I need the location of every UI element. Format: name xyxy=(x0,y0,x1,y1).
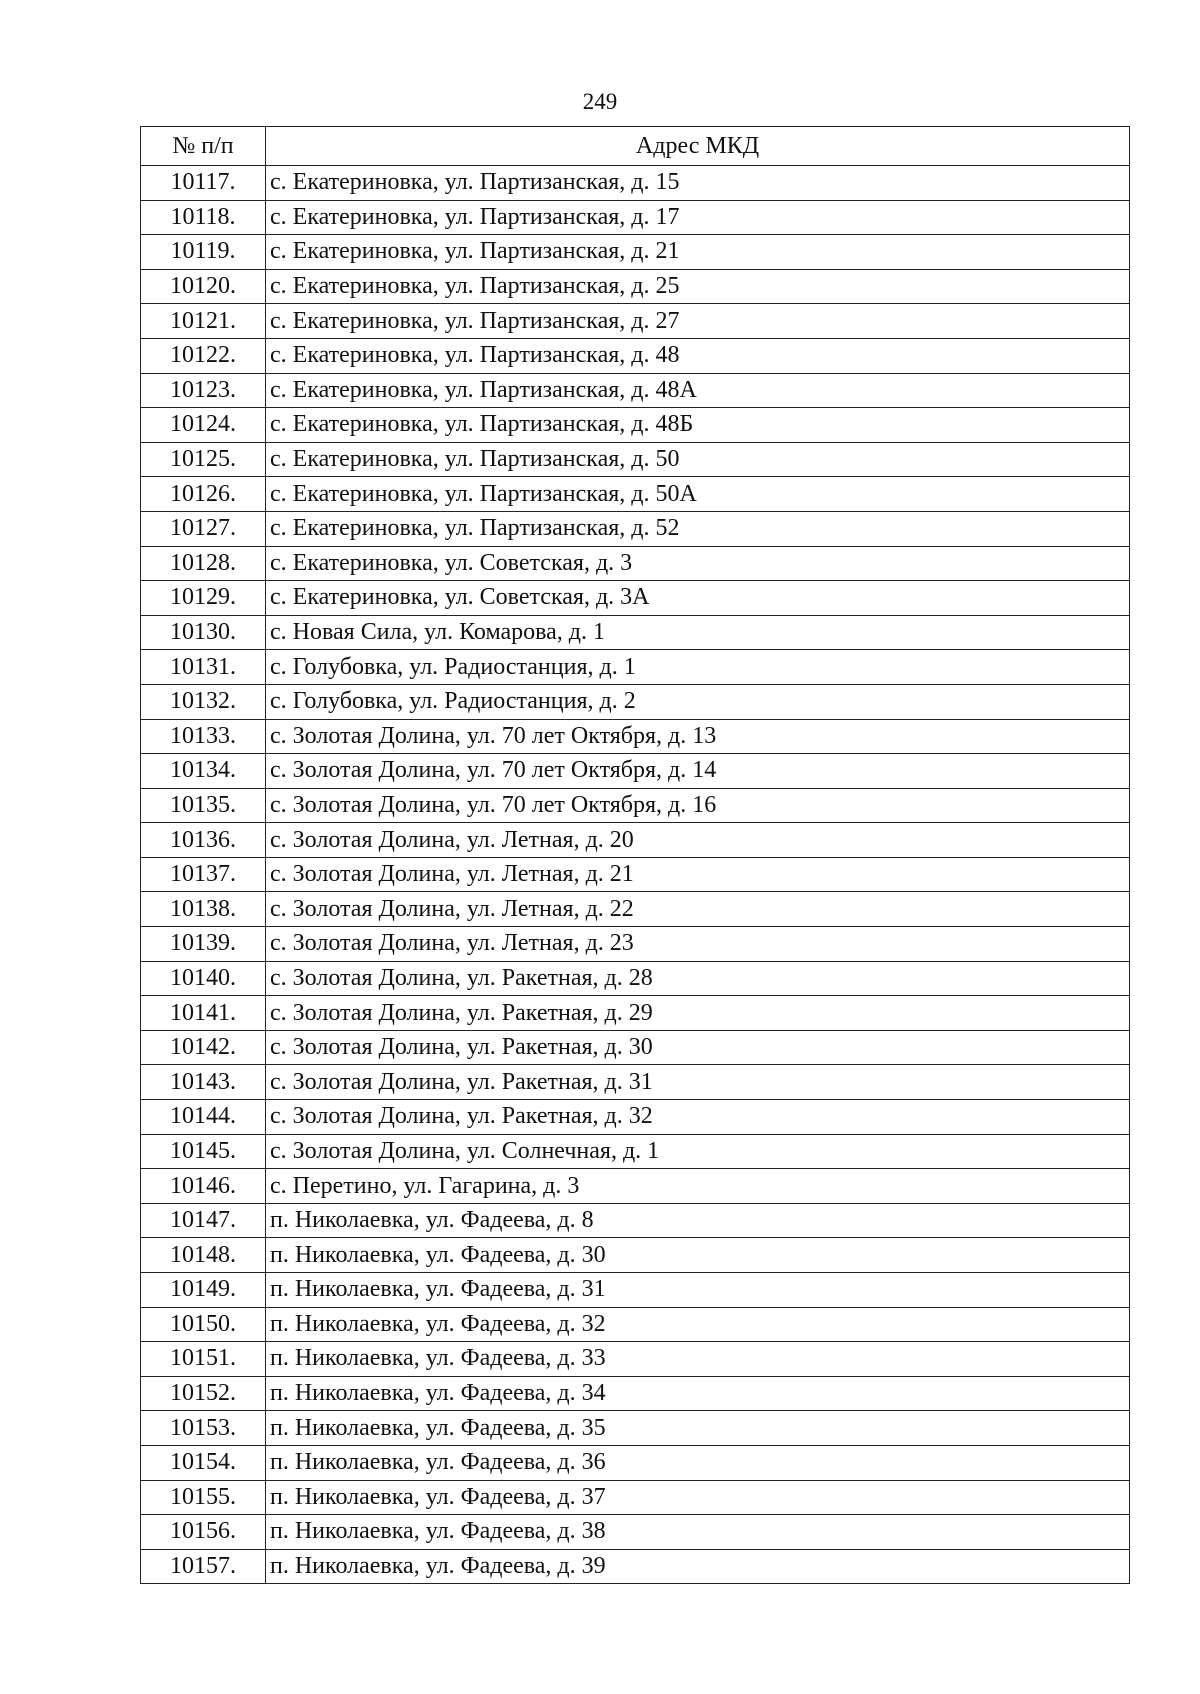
table-row xyxy=(141,961,1130,996)
row-number-cell: 10130. xyxy=(141,615,266,650)
row-number-cell: 10119. xyxy=(141,235,266,270)
address-cell: с. Золотая Долина, ул. 70 лет Октября, д. 13 xyxy=(266,719,1130,754)
table-row xyxy=(141,615,1130,650)
address-cell: с. Екатериновка, ул. Советская, д. 3А xyxy=(266,581,1130,616)
address-cell: с. Голубовка, ул. Радиостанция, д. 1 xyxy=(266,650,1130,685)
row-number-cell: 10149. xyxy=(141,1273,266,1308)
row-number-cell: 10155. xyxy=(141,1480,266,1515)
row-number-cell: 10156. xyxy=(141,1515,266,1550)
row-number-cell: 10118. xyxy=(141,200,266,235)
table-row xyxy=(141,1273,1130,1308)
row-number-cell: 10152. xyxy=(141,1376,266,1411)
row-number-cell: 10136. xyxy=(141,823,266,858)
row-number-cell: 10153. xyxy=(141,1411,266,1446)
table-row xyxy=(141,581,1130,616)
table-row xyxy=(141,1515,1130,1550)
address-cell: с. Екатериновка, ул. Партизанская, д. 50 xyxy=(266,442,1130,477)
address-cell: с. Екатериновка, ул. Партизанская, д. 27 xyxy=(266,304,1130,339)
row-number-cell: 10120. xyxy=(141,269,266,304)
row-number-cell: 10132. xyxy=(141,684,266,719)
address-cell: п. Николаевка, ул. Фадеева, д. 38 xyxy=(266,1515,1130,1550)
table-row xyxy=(141,1134,1130,1169)
table-row xyxy=(141,511,1130,546)
row-number-cell: 10146. xyxy=(141,1169,266,1204)
row-number-cell: 10125. xyxy=(141,442,266,477)
table-row xyxy=(141,442,1130,477)
table-row xyxy=(141,754,1130,789)
address-cell: с. Екатериновка, ул. Партизанская, д. 25 xyxy=(266,269,1130,304)
row-number-cell: 10140. xyxy=(141,961,266,996)
address-cell: с. Екатериновка, ул. Партизанская, д. 15 xyxy=(266,166,1130,201)
table-row xyxy=(141,1445,1130,1480)
address-cell: с. Золотая Долина, ул. Солнечная, д. 1 xyxy=(266,1134,1130,1169)
row-number-cell: 10126. xyxy=(141,477,266,512)
table-row xyxy=(141,996,1130,1031)
table-row xyxy=(141,857,1130,892)
address-cell: п. Николаевка, ул. Фадеева, д. 39 xyxy=(266,1549,1130,1584)
table-row xyxy=(141,1030,1130,1065)
address-cell: п. Николаевка, ул. Фадеева, д. 37 xyxy=(266,1480,1130,1515)
table-row xyxy=(141,1065,1130,1100)
address-cell: с. Золотая Долина, ул. Летная, д. 20 xyxy=(266,823,1130,858)
table-row xyxy=(141,650,1130,685)
table-row xyxy=(141,166,1130,201)
row-number-cell: 10142. xyxy=(141,1030,266,1065)
table-row xyxy=(141,338,1130,373)
column-header-address: Адрес МКД xyxy=(266,127,1130,166)
table-row xyxy=(141,1342,1130,1377)
column-header-number: № п/п xyxy=(141,127,266,166)
row-number-cell: 10121. xyxy=(141,304,266,339)
row-number-cell: 10145. xyxy=(141,1134,266,1169)
address-cell: с. Екатериновка, ул. Партизанская, д. 48Б xyxy=(266,408,1130,443)
table-row xyxy=(141,1411,1130,1446)
row-number-cell: 10150. xyxy=(141,1307,266,1342)
address-cell: с. Екатериновка, ул. Партизанская, д. 48А xyxy=(266,373,1130,408)
row-number-cell: 10137. xyxy=(141,857,266,892)
table-row xyxy=(141,304,1130,339)
table-row xyxy=(141,1480,1130,1515)
table-row xyxy=(141,546,1130,581)
table-row xyxy=(141,235,1130,270)
row-number-cell: 10147. xyxy=(141,1203,266,1238)
address-cell: с. Голубовка, ул. Радиостанция, д. 2 xyxy=(266,684,1130,719)
address-cell: с. Екатериновка, ул. Партизанская, д. 21 xyxy=(266,235,1130,270)
address-cell: п. Николаевка, ул. Фадеева, д. 31 xyxy=(266,1273,1130,1308)
table-header-row xyxy=(141,127,1130,166)
address-cell: п. Николаевка, ул. Фадеева, д. 36 xyxy=(266,1445,1130,1480)
table-row xyxy=(141,1203,1130,1238)
address-cell: п. Николаевка, ул. Фадеева, д. 33 xyxy=(266,1342,1130,1377)
address-cell: п. Николаевка, ул. Фадеева, д. 32 xyxy=(266,1307,1130,1342)
address-cell: с. Золотая Долина, ул. Летная, д. 21 xyxy=(266,857,1130,892)
row-number-cell: 10143. xyxy=(141,1065,266,1100)
table-row xyxy=(141,1307,1130,1342)
address-cell: п. Николаевка, ул. Фадеева, д. 34 xyxy=(266,1376,1130,1411)
address-cell: с. Екатериновка, ул. Партизанская, д. 17 xyxy=(266,200,1130,235)
table-row xyxy=(141,892,1130,927)
row-number-cell: 10154. xyxy=(141,1445,266,1480)
row-number-cell: 10135. xyxy=(141,788,266,823)
row-number-cell: 10131. xyxy=(141,650,266,685)
address-cell: с. Золотая Долина, ул. 70 лет Октября, д. 16 xyxy=(266,788,1130,823)
page-number: 249 xyxy=(582,89,618,114)
address-cell: с. Екатериновка, ул. Партизанская, д. 48 xyxy=(266,338,1130,373)
row-number-cell: 10141. xyxy=(141,996,266,1031)
row-number-cell: 10157. xyxy=(141,1549,266,1584)
row-number-cell: 10128. xyxy=(141,546,266,581)
table-row xyxy=(141,373,1130,408)
table-row xyxy=(141,1376,1130,1411)
address-cell: п. Николаевка, ул. Фадеева, д. 35 xyxy=(266,1411,1130,1446)
row-number-cell: 10151. xyxy=(141,1342,266,1377)
row-number-cell: 10148. xyxy=(141,1238,266,1273)
address-cell: с. Перетино, ул. Гагарина, д. 3 xyxy=(266,1169,1130,1204)
table-row xyxy=(141,823,1130,858)
address-cell: с. Золотая Долина, ул. Ракетная, д. 28 xyxy=(266,961,1130,996)
table-row xyxy=(141,788,1130,823)
row-number-cell: 10129. xyxy=(141,581,266,616)
row-number-cell: 10117. xyxy=(141,166,266,201)
table-row xyxy=(141,1549,1130,1584)
table-row xyxy=(141,684,1130,719)
address-cell: с. Екатериновка, ул. Советская, д. 3 xyxy=(266,546,1130,581)
row-number-cell: 10133. xyxy=(141,719,266,754)
row-number-cell: 10138. xyxy=(141,892,266,927)
address-cell: с. Золотая Долина, ул. Летная, д. 23 xyxy=(266,927,1130,962)
table-body xyxy=(141,166,1130,1584)
table-row xyxy=(141,1100,1130,1135)
row-number-cell: 10144. xyxy=(141,1100,266,1135)
address-cell: с. Золотая Долина, ул. Ракетная, д. 31 xyxy=(266,1065,1130,1100)
table-row xyxy=(141,200,1130,235)
address-cell: с. Золотая Долина, ул. Летная, д. 22 xyxy=(266,892,1130,927)
row-number-cell: 10134. xyxy=(141,754,266,789)
table-row xyxy=(141,927,1130,962)
table-row xyxy=(141,477,1130,512)
table-row xyxy=(141,1169,1130,1204)
row-number-cell: 10127. xyxy=(141,511,266,546)
table-row xyxy=(141,408,1130,443)
address-cell: с. Екатериновка, ул. Партизанская, д. 50А xyxy=(266,477,1130,512)
address-cell: с. Золотая Долина, ул. 70 лет Октября, д. 14 xyxy=(266,754,1130,789)
address-cell: с. Золотая Долина, ул. Ракетная, д. 30 xyxy=(266,1030,1130,1065)
row-number-cell: 10122. xyxy=(141,338,266,373)
row-number-cell: 10123. xyxy=(141,373,266,408)
row-number-cell: 10124. xyxy=(141,408,266,443)
address-cell: с. Золотая Долина, ул. Ракетная, д. 29 xyxy=(266,996,1130,1031)
table-row xyxy=(141,1238,1130,1273)
address-cell: с. Новая Сила, ул. Комарова, д. 1 xyxy=(266,615,1130,650)
table-row xyxy=(141,719,1130,754)
table-row xyxy=(141,269,1130,304)
address-cell: с. Золотая Долина, ул. Ракетная, д. 32 xyxy=(266,1100,1130,1135)
address-table xyxy=(140,126,1130,1584)
address-cell: п. Николаевка, ул. Фадеева, д. 8 xyxy=(266,1203,1130,1238)
row-number-cell: 10139. xyxy=(141,927,266,962)
address-cell: с. Екатериновка, ул. Партизанская, д. 52 xyxy=(266,511,1130,546)
address-cell: п. Николаевка, ул. Фадеева, д. 30 xyxy=(266,1238,1130,1273)
